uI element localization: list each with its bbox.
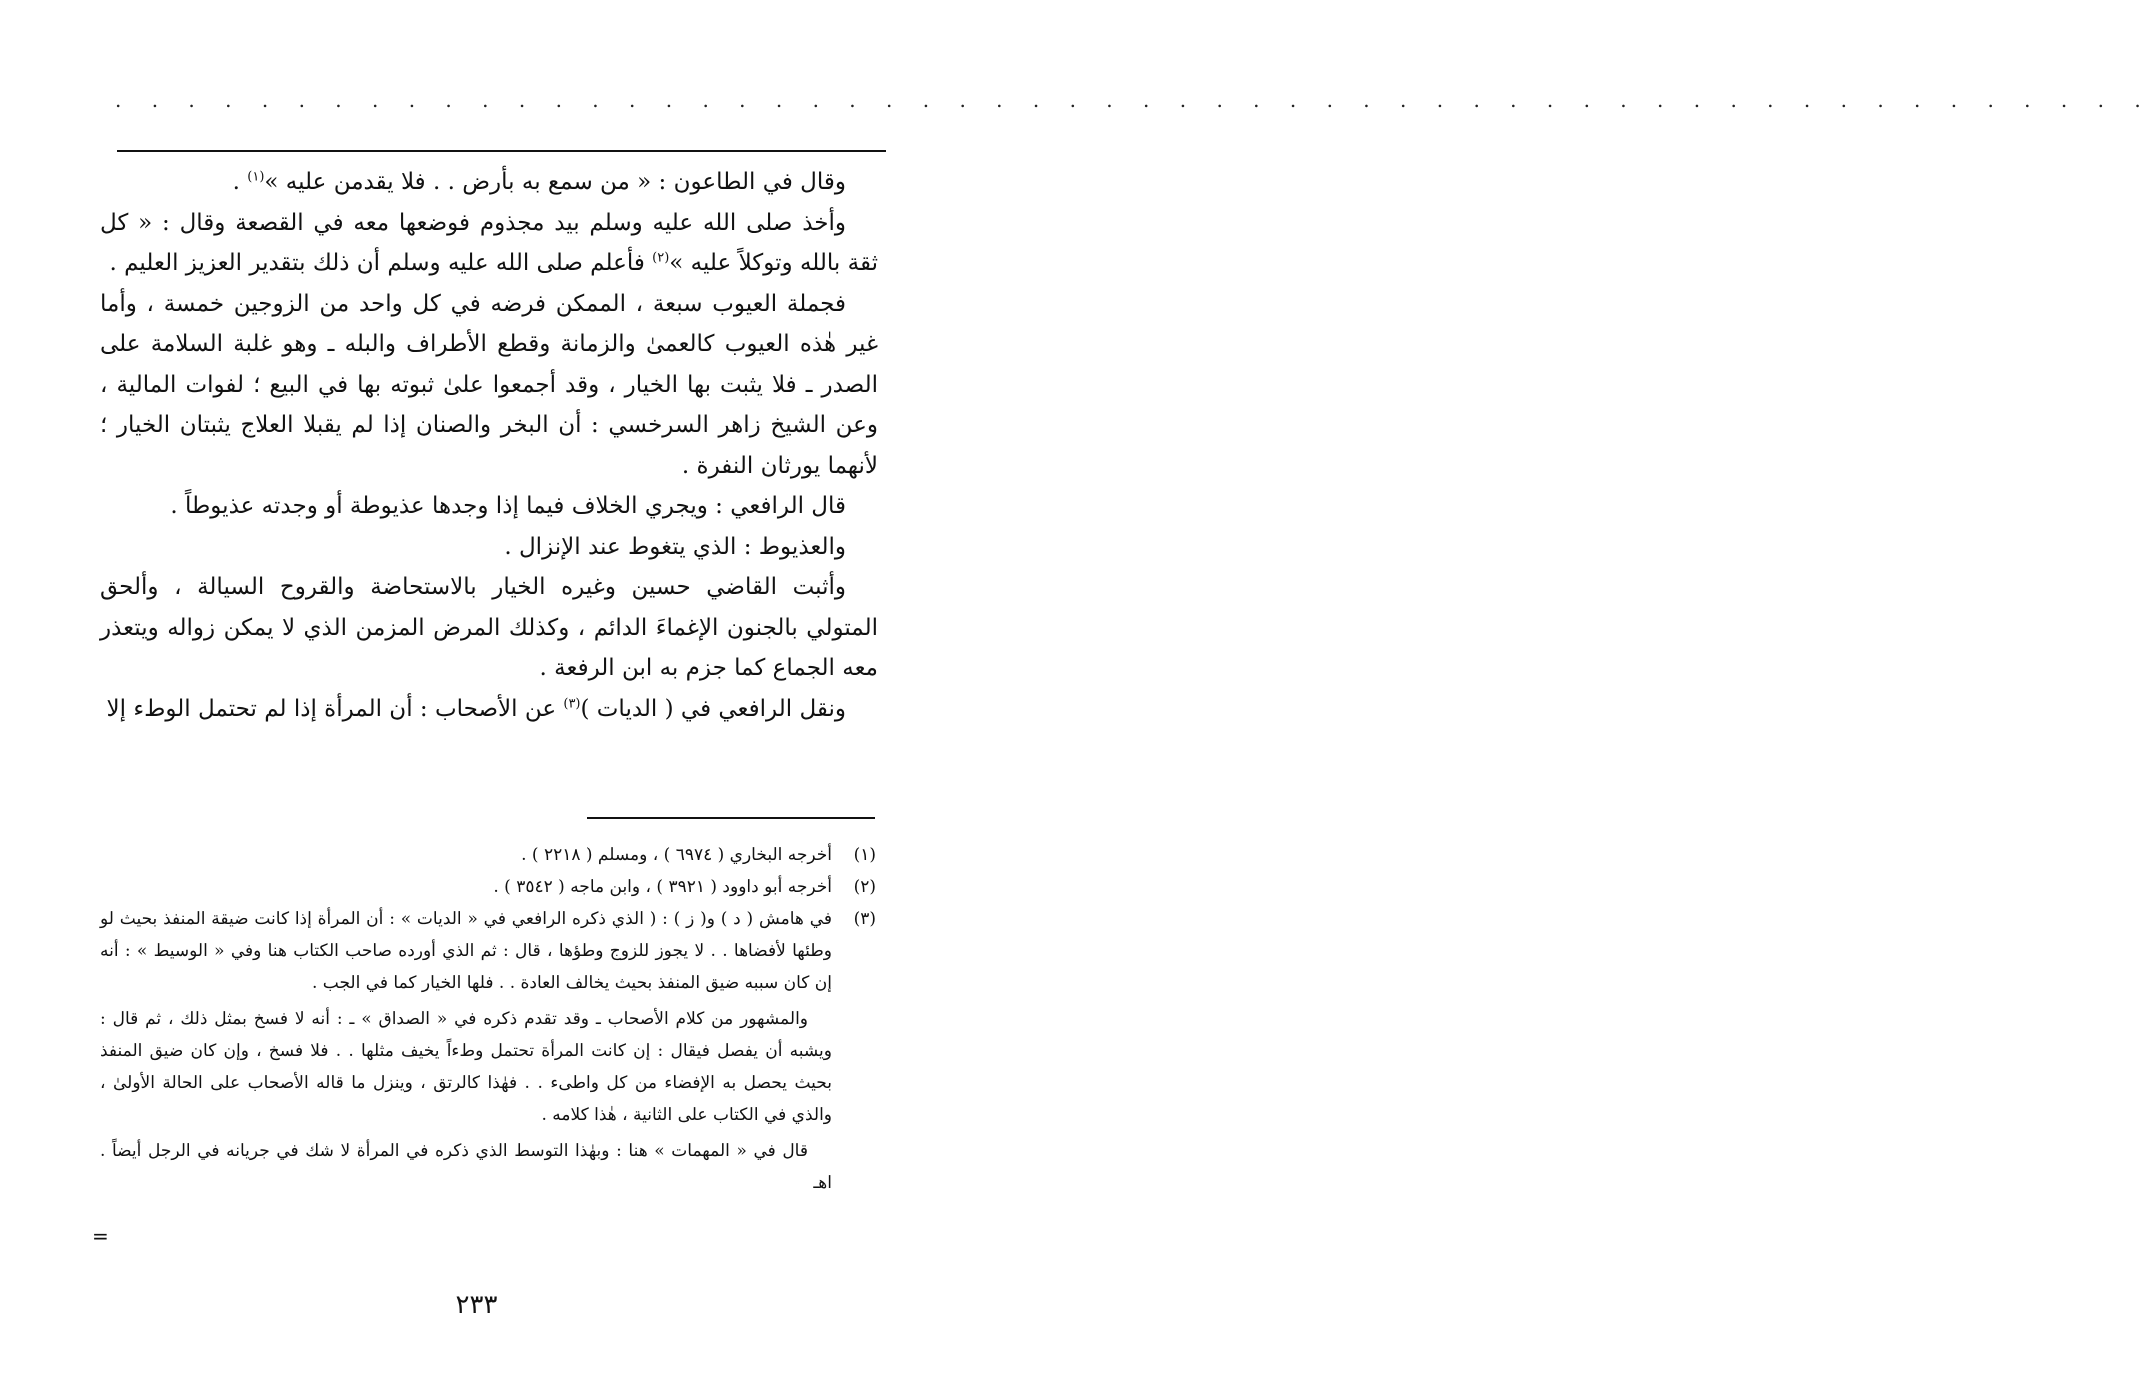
- paragraph-7-text: ونقل الرافعي في ( الديات ): [580, 695, 846, 722]
- paragraph-5: والعذيوط : الذي يتغوط عند الإنزال .: [504, 533, 846, 560]
- paragraph-1-text: وقال في الطاعون : « من سمع به بأرض . . فلا يقدمن عليه »: [264, 169, 846, 195]
- footnote-separator: [587, 817, 875, 819]
- paragraph-2-text: وأخذ صلى الله عليه وسلم بيد مجذوم فوضعها معه في القصعة وقال : « كل ثقة بالله وتوكلاً عليه »: [100, 209, 878, 276]
- continuation-mark: =: [92, 1224, 109, 1248]
- footnote-1: [100, 839, 878, 871]
- main-text: [100, 162, 878, 729]
- footnote-ref-1[interactable]: (١): [247, 169, 265, 185]
- page-number: ٢٣٣: [455, 1290, 498, 1320]
- paragraph-2-end: فأعلم صلى الله عليه وسلم أن ذلك بتقدير العزيز العليم .: [109, 250, 653, 276]
- paragraph-7: [100, 689, 878, 730]
- header-dots: . . . . . . . . . . . . . . . . . . . . . . . . . . . . . . . . . . . . . . . . . . . . . . . . . . . . . . . .: [115, 88, 2153, 112]
- paragraph-2: [100, 203, 878, 284]
- footnote-number: (٢): [853, 877, 876, 897]
- paragraph-3: فجملة العيوب سبعة ، الممكن فرضه في كل واحد من الزوجين خمسة ، وأما غير هٰذه العيوب كالعمىٰ والزمانة وقطع الأطراف والبله ـ وهو غلبة السلامة على الصدر ـ فلا يثبت بها الخيار ، وقد أجمعوا علىٰ ثبوته بها في البيع ؛ لفوات المالية ، وعن الشيخ زاهر السرخسي : أن البخر والصنان إذا لم يقبلا العلاج يثبتان الخيار ؛ لأنهما يورثان النفرة .: [100, 290, 878, 479]
- footnote-3-paragraph-3: قال في « المهمات » هنا : وبهٰذا التوسط الذي ذكره في المرأة لا شك في جريانه في الرجل أيضاً . اهـ: [100, 1141, 832, 1193]
- paragraph-1: [100, 162, 878, 203]
- footnote-ref-2[interactable]: (٢): [652, 250, 670, 266]
- footnote-text: أخرجه البخاري ( ٦٩٧٤ ) ، ومسلم ( ٢٢١٨ ) .: [521, 845, 832, 865]
- paragraph-6: وأثبت القاضي حسين وغيره الخيار بالاستحاضة والقروح السيالة ، وألحق المتولي بالجنون الإغماءَ الدائم ، وكذلك المرض المزمن الذي لا يمكن زواله ويتعذر معه الجماع كما جزم به ابن الرفعة .: [100, 574, 878, 681]
- footnote-number: (٣): [853, 909, 876, 929]
- footnote-text: أخرجه أبو داوود ( ٣٩٢١ ) ، وابن ماجه ( ٣٥٤٢ ) .: [493, 877, 832, 897]
- paragraph-7-end: عن الأصحاب : أن المرأة إذا لم تحتمل الوطء إلا: [106, 695, 564, 722]
- footnote-3: [100, 903, 878, 999]
- footnotes: [100, 839, 878, 1199]
- footnote-ref-3[interactable]: (٣): [563, 695, 581, 711]
- footnote-2: [100, 871, 878, 903]
- footnote-text: في هامش ( د ) و( ز ) : ( الذي ذكره الرافعي في « الديات » : أن المرأة إذا كانت ضيقة المنفذ بحيث لو وطئها لأفضاها . . لا يجوز للزوج وطؤها ، قال : ثم الذي أورده صاحب الكتاب هنا وفي « الوسيط » : أنه إن كان سببه ضيق المنفذ بحيث يخالف العادة . . فلها الخيار كما في الجب .: [100, 909, 832, 993]
- header-rule: [117, 150, 886, 152]
- paragraph-1-end: .: [232, 169, 248, 195]
- footnote-3-paragraph-2: والمشهور من كلام الأصحاب ـ وقد تقدم ذكره في « الصداق » ـ : أنه لا فسخ بمثل ذلك ، ثم قال : ويشبه أن يفصل فيقال : إن كانت المرأة تحتمل وطءاً يخيف مثلها . . فلا فسخ ، وإن كان ضيق المنفذ بحيث يحصل به الإفضاء من كل واطىء . . فهٰذا كالرتق ، وينزل ما قاله الأصحاب على الحالة الأولىٰ ، والذي في الكتاب على الثانية ، هٰذا كلامه .: [100, 1009, 832, 1125]
- paragraph-4: قال الرافعي : ويجري الخلاف فيما إذا وجدها عذيوطة أو وجدته عذيوطاً .: [170, 493, 846, 519]
- footnote-number: (١): [853, 845, 876, 865]
